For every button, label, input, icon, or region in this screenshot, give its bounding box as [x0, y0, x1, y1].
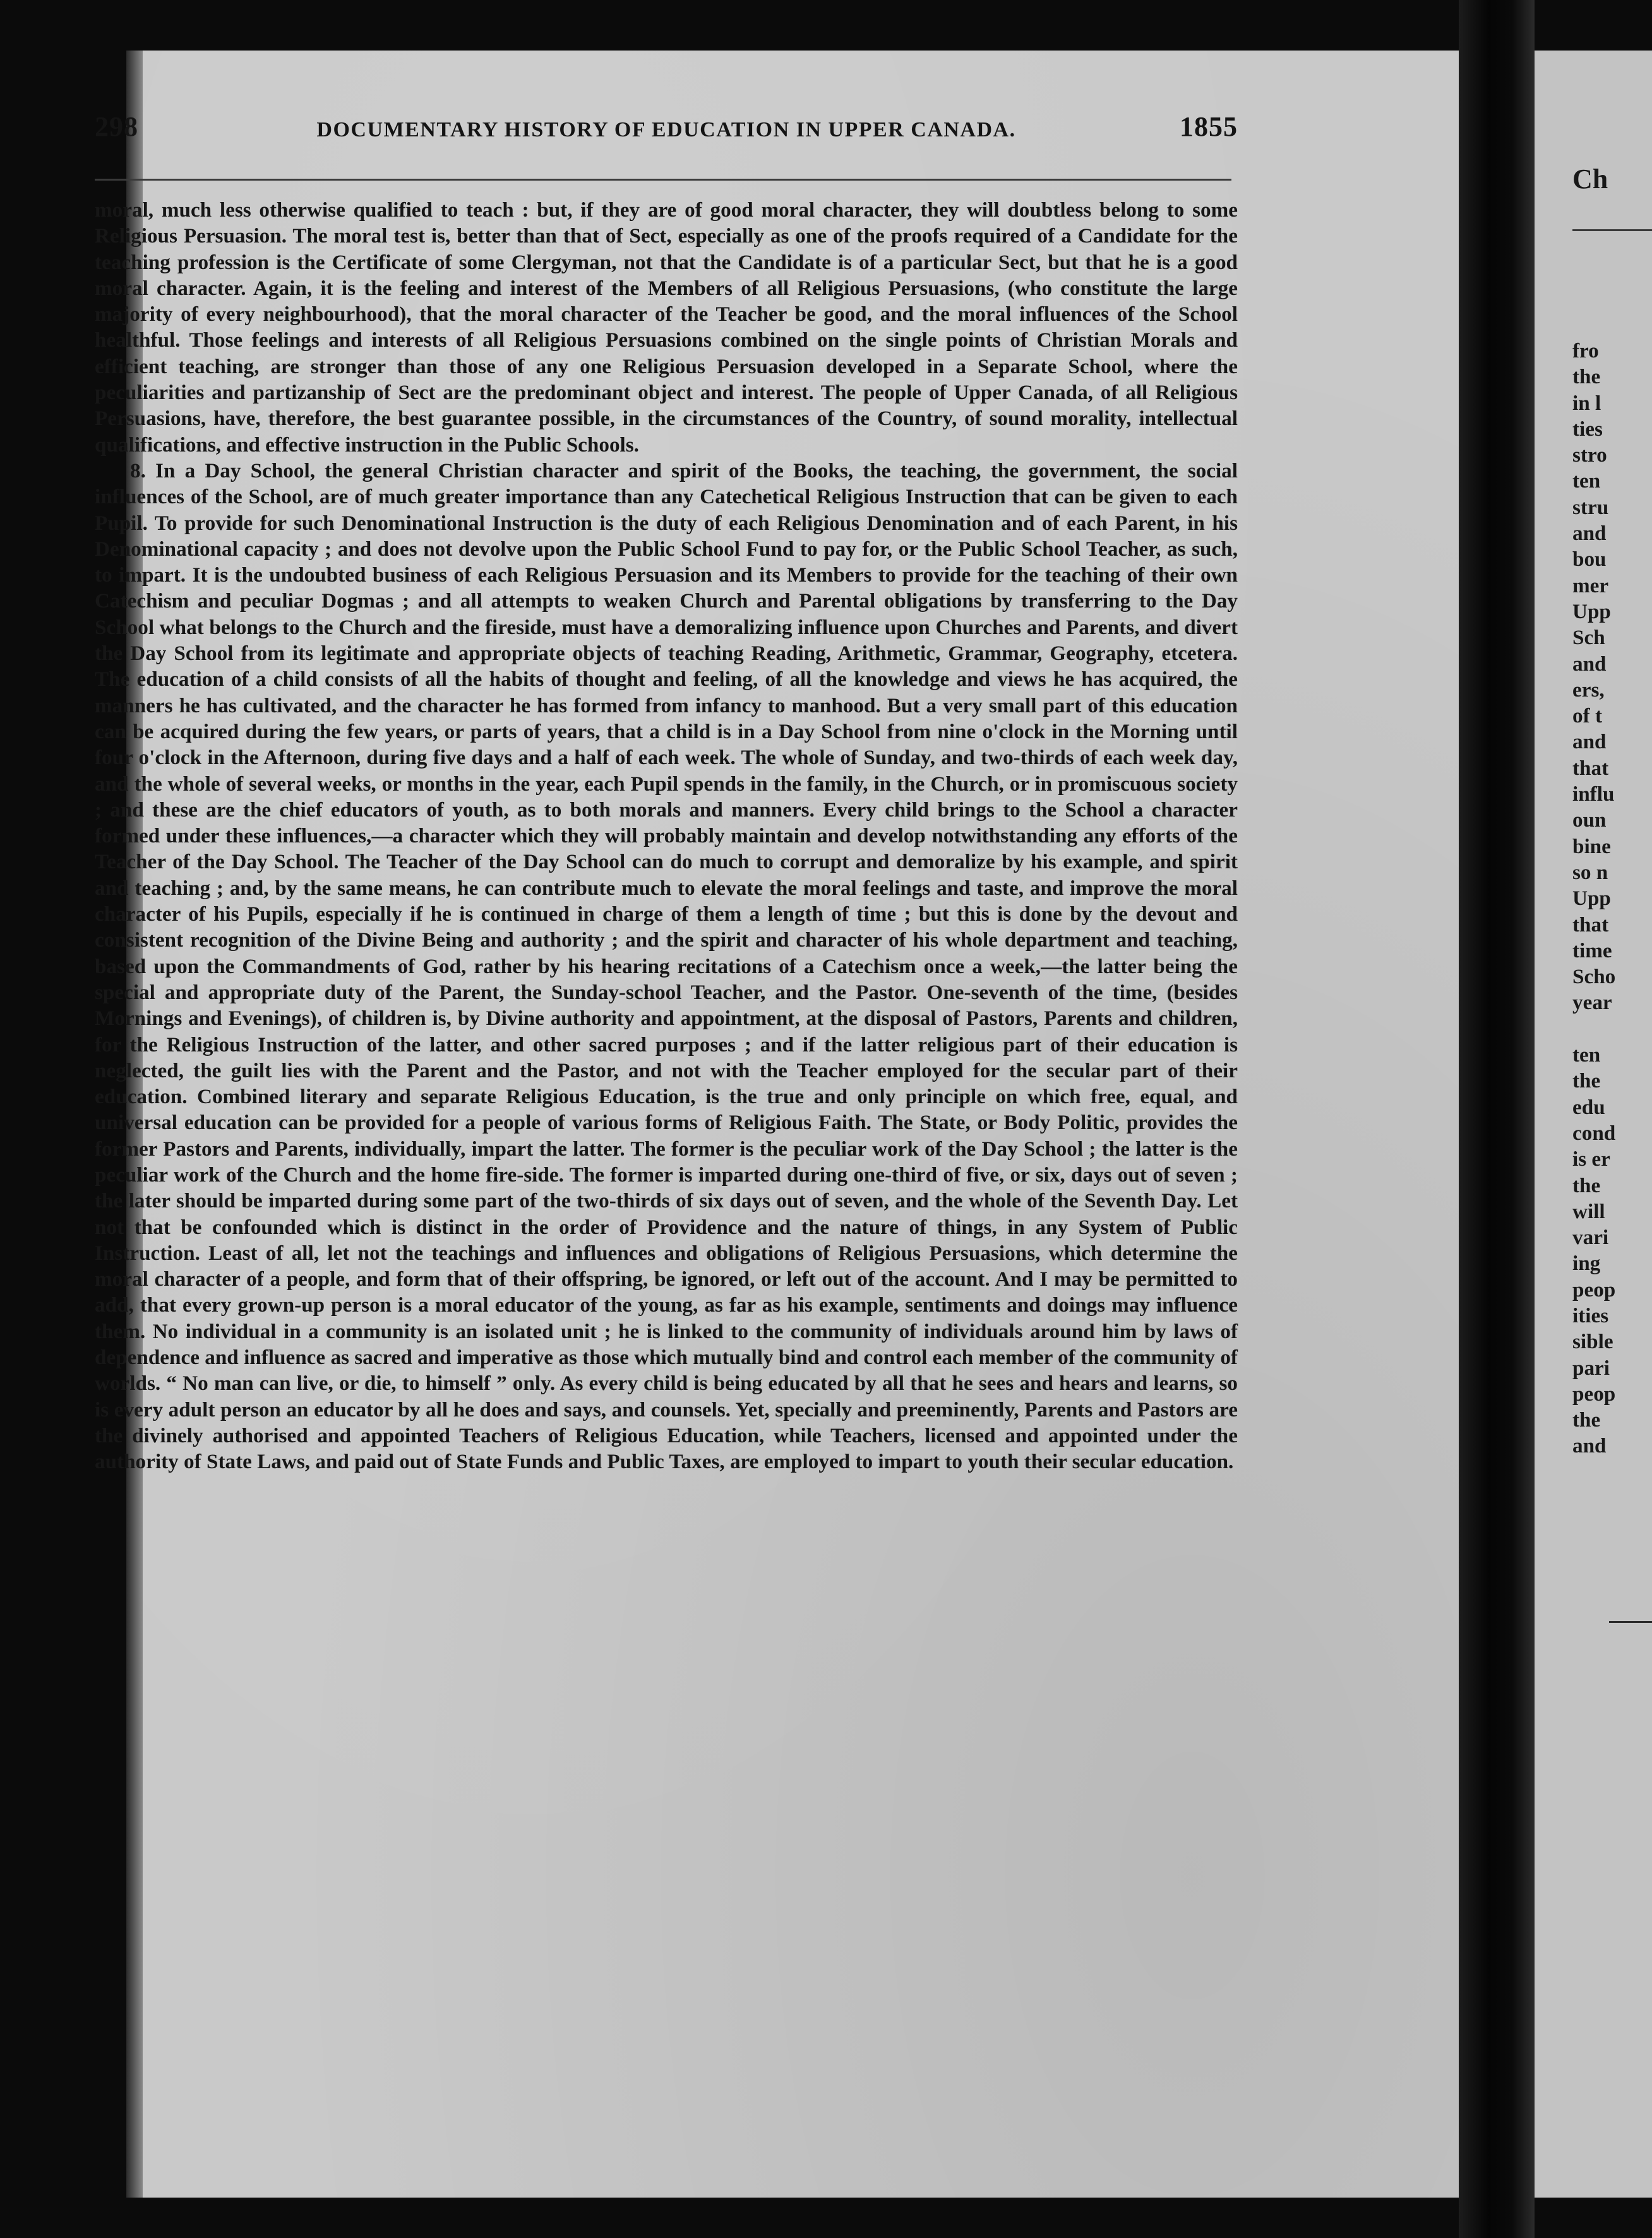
facing-line-fragment: of t: [1572, 704, 1602, 728]
facing-line-fragment: bine: [1572, 834, 1611, 858]
facing-line-fragment: cond: [1572, 1121, 1616, 1145]
facing-line-fragment: year: [1572, 991, 1612, 1015]
facing-page-text-fragments: [1572, 338, 1652, 1459]
facing-page-fragment: [1535, 51, 1652, 2198]
facing-line-fragment: Sch: [1572, 626, 1605, 650]
facing-line-fragment: Upp: [1572, 887, 1611, 911]
facing-line-fragment: pari: [1572, 1356, 1610, 1380]
facing-line-fragment: ties: [1572, 417, 1603, 441]
facing-line-fragment: Scho: [1572, 965, 1616, 989]
facing-line-fragment: Upp: [1572, 599, 1611, 623]
facing-line-fragment: and: [1572, 730, 1607, 754]
facing-page-closing-rule: [1609, 1621, 1652, 1623]
facing-line-fragment: that: [1572, 913, 1609, 936]
facing-line-fragment: influ: [1572, 782, 1615, 806]
facing-line-fragment: ten: [1572, 1043, 1601, 1067]
facing-line-fragment: ities: [1572, 1303, 1609, 1327]
facing-line-fragment: bou: [1572, 548, 1607, 571]
facing-line-fragment: is er: [1572, 1147, 1610, 1171]
facing-line-fragment: ers,: [1572, 678, 1605, 702]
facing-line-fragment: time: [1572, 938, 1612, 962]
page-number: 298: [95, 111, 138, 142]
facing-line-fragment: the: [1572, 365, 1601, 389]
facing-line-fragment: in l: [1572, 391, 1601, 415]
running-title: DOCUMENTARY HISTORY OF EDUCATION IN UPPER CANADA.: [316, 118, 1016, 141]
facing-line-fragment: sible: [1572, 1330, 1613, 1354]
facing-line-fragment: stru: [1572, 495, 1609, 519]
facing-line-fragment: the: [1572, 1069, 1601, 1093]
book-binding-gutter: [1459, 0, 1535, 2238]
facing-page-header-fragment: Ch: [1572, 164, 1608, 194]
running-header: [95, 111, 1238, 161]
facing-line-fragment: and: [1572, 1434, 1607, 1458]
facing-line-fragment: oun: [1572, 808, 1607, 832]
facing-line-fragment: [1572, 1016, 1652, 1042]
facing-line-fragment: ten: [1572, 469, 1601, 493]
facing-line-fragment: ing: [1572, 1252, 1601, 1276]
facing-line-fragment: and: [1572, 652, 1607, 676]
facing-line-fragment: stro: [1572, 443, 1607, 467]
facing-line-fragment: the: [1572, 1408, 1601, 1432]
facing-line-fragment: fro: [1572, 339, 1599, 362]
facing-line-fragment: edu: [1572, 1095, 1605, 1119]
facing-header-rule: [1572, 229, 1652, 231]
paragraph-8: 8. In a Day School, the general Christian character and spirit of the Books, the teaching, the government, the social influences of the School, are of much greater importance than any Catechetical Religious Instruction that can be given to each Pupil. To provide for such Denominational Instruction is the duty of each Religious Denomination and of each Parent, in his Denominational capacity ; and does not devolve upon the Public School Fund to pay for, or the Public School Teacher, as such, to impart. It is the undoubted business of each Religious Persuasion and its Members to provide for the teaching of their own Catechism and peculiar Dogmas ; and all attempts to weaken Church and Parental obligations by transferring to the Day School what belongs to the Church and the fireside, must have a demoralizing influence upon Churches and Parents, and divert the Day School from its legitimate and appropriate objects of teaching Reading, Arithmetic, Grammar, Geography, etcetera. The education of a child consists of all the habits of thought and feeling, of all the knowledge and views he has acquired, the manners he has cultivated, and the character he has formed from infancy to manhood. But a very small part of this education can be acquired during the few years, or parts of years, that a child is in a Day School from nine o'clock in the Morning until four o'clock in the Afternoon, during five days and a half of each week. The whole of Sunday, and two-thirds of each week day, and the whole of several weeks, or months in the year, each Pupil spends in the family, in the Church, or in promiscuous society ; and these are the chief educators of youth, as to both morals and manners. Every child brings to the School a character formed under these influences,—a character which they will probably maintain and develop notwithstanding any efforts of the Teacher of the Day School. The Teacher of the Day School can do much to corrupt and demoralize by his example, and spirit and teaching ; and, by the same means, he can contribute much to elevate the moral feelings and taste, and improve the moral character of his Pupils, especially if he is continued in charge of them a length of time ; but this is done by the devout and consistent recognition of the Divine Being and authority ; and the spirit and character of his whole department and teaching, based upon the Commandments of God, rather by his hearing recitations of a Catechism once a week,—the latter being the special and appropriate duty of the Parent, the Sunday-school Teacher, and the Pastor. One-seventh of the time, (besides Mornings and Evenings), of children is, by Divine authority and appointment, at the disposal of Pastors, Parents and children, for the Religious Instruction of the latter, and other sacred purposes ; and if the latter religious part of their education is neglected, the guilt lies with the Parent and the Pastor, and not with the Teacher employed for the secular part of their education. Combined literary and separate Religious Education, is the true and only principle on which free, equal, and universal education can be provided for a people of various forms of Religious Faith. The State, or Body Politic, provides the former Pastors and Parents, individually, impart the latter. The former is the peculiar work of the Day School ; the latter is the peculiar work of the Church and the home fire-side. The former is imparted during one-third of five, or six, days out of seven ; the later should be imparted during some part of the two-thirds of six days out of seven, and the whole of the Seventh Day. Let not that be confounded which is distinct in the order of Providence and the nature of things, in any System of Public Instruction. Least of all, let not the teachings and influences and obligations of Religious Persuasions, which determine the moral character of a people, and form that of their offspring, be ignored, or left out of the account. And I may be permitted to add, that every grown-up person is a moral educator of the young, as far as his example, sentiments and doings may influence them. No individual in a community is an isolated unit ; he is linked to the community of individuals around him by laws of dependence and influence as sacred and imperative as those which mutually bind and control each member of the community of worlds. “ No man can live, or die, to himself ” only. As every child is being educated by all that he sees and hears and learns, so is every adult person an educator by all he does and says, and counsels. Yet, specially and preeminently, Parents and Pastors are the divinely authorised and appointed Teachers of Religious Education, while Teachers, licensed and appointed under the authority of State Laws, and paid out of State Funds and Public Taxes, are employed to impart to youth their secular education.: [95, 458, 1238, 1474]
facing-line-fragment: mer: [1572, 573, 1609, 597]
facing-line-fragment: the: [1572, 1173, 1601, 1197]
facing-line-fragment: peop: [1572, 1382, 1616, 1406]
header-year: 1855: [1180, 111, 1238, 142]
header-rule: [95, 179, 1231, 181]
facing-line-fragment: so n: [1572, 860, 1608, 884]
facing-line-fragment: that: [1572, 756, 1609, 780]
paragraph-continued: moral, much less otherwise qualified to teach : but, if they are of good moral character, they will doubtless belong to some Religious Persuasion. The moral test is, better than that of Sect, especially as one of the proofs required of a Candidate for the teaching profession is the Certificate of some Clergyman, not that the Candidate is of a particular Sect, but that he is a good moral character. Again, it is the feeling and interest of the Members of all Religious Persuasions, (who constitute the large majority of every neighbourhood), that the moral character of the Teacher be good, and the moral influences of the School healthful. Those feelings and interests of all Religious Persuasions combined on the single points of Christian Morals and efficient teaching, are stronger than those of any one Religious Persuasion developed in a Separate School, where the peculiarities and partizanship of Sect are the predominant object and interest. The people of Upper Canada, of all Religious Persuasions, have, therefore, the best guarantee possible, in the circumstances of the Country, of sound morality, intellectual qualifications, and effective instruction in the Public Schools.: [95, 198, 1238, 457]
facing-line-fragment: will: [1572, 1199, 1605, 1223]
facing-line-fragment: peop: [1572, 1278, 1616, 1302]
body-text: [95, 197, 1238, 1475]
facing-line-fragment: vari: [1572, 1226, 1609, 1250]
facing-line-fragment: and: [1572, 522, 1607, 546]
